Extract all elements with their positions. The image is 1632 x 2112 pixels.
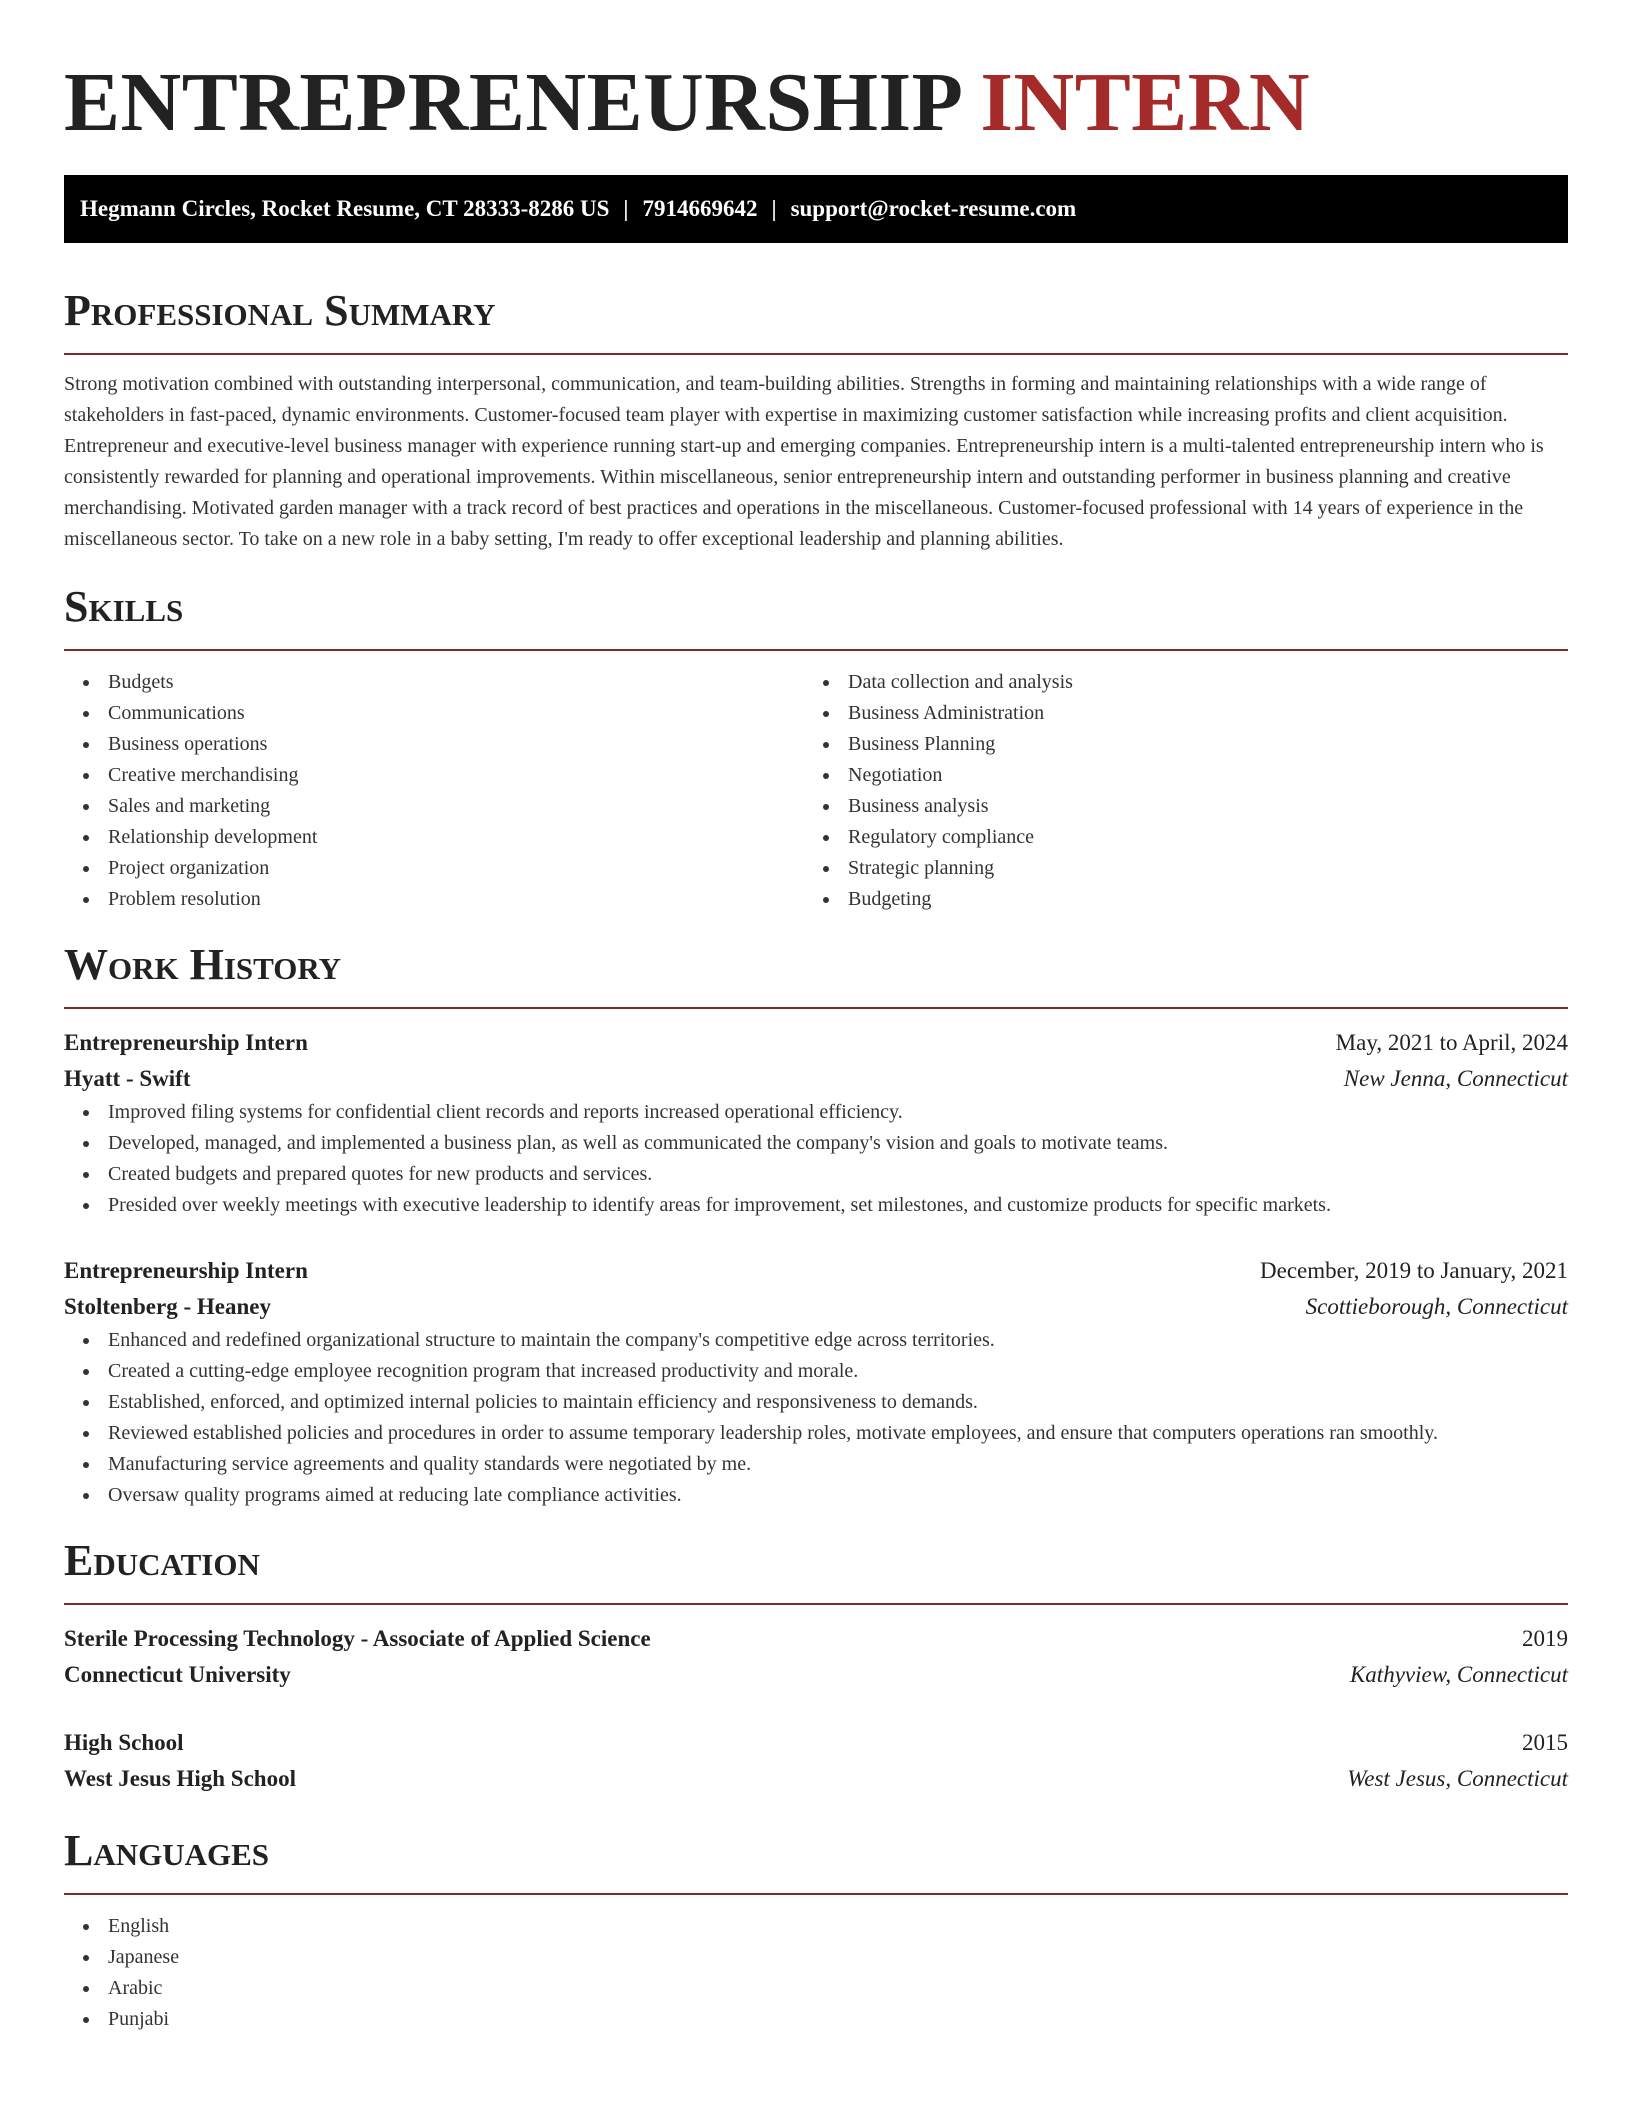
job-title: Entrepreneurship Intern: [64, 1030, 308, 1055]
skills-list-left: [64, 667, 804, 915]
education-degree-row: [64, 1621, 1568, 1657]
education-school-row: [64, 1761, 1568, 1797]
education-entry: [64, 1621, 1568, 1693]
education-entry: [64, 1725, 1568, 1797]
name-accent: INTERN: [980, 56, 1311, 149]
section-title-skills: Skills: [64, 582, 184, 631]
skill-item: Creative merchandising: [64, 760, 804, 791]
job-bullet: Created a cutting-edge employee recognition program that increased productivity and morale.: [64, 1356, 1568, 1387]
skill-item: Budgeting: [804, 884, 1544, 915]
skill-item: Negotiation: [804, 760, 1544, 791]
job-location: Scottieborough, Connecticut: [1305, 1294, 1568, 1319]
section-divider: [64, 353, 1568, 355]
job-bullet: Manufacturing service agreements and quality standards were negotiated by me.: [64, 1449, 1568, 1480]
section-title-languages: Languages: [64, 1826, 270, 1875]
job-company-row: [64, 1289, 1568, 1325]
job-bullet: Developed, managed, and implemented a business plan, as well as communicated the company's vision and goals to motivate teams.: [64, 1128, 1568, 1159]
job-dates: December, 2019 to January, 2021: [1260, 1258, 1568, 1283]
job-bullet: Presided over weekly meetings with executive leadership to identify areas for improvement, set milestones, and customize products for specific markets.: [64, 1190, 1568, 1221]
job-location: New Jenna, Connecticut: [1343, 1066, 1568, 1091]
education-location: Kathyview, Connecticut: [1349, 1662, 1568, 1687]
education-year: 2019: [1522, 1626, 1568, 1651]
section-title-education: Education: [64, 1536, 260, 1585]
contact-bar: [64, 175, 1568, 243]
summary-text: Strong motivation combined with outstanding interpersonal, communication, and team-building abilities. Strengths in forming and maintaining relationships with a wide range of stakeholders in fast-paced, dynamic environments. Customer-focused team player with expertise in maximizing customer satisfaction while increasing profits and client acquisition. Entrepreneur and executive-level business manager with experience running start-up and emerging companies. Entrepreneurship intern is a multi-talented entrepreneurship intern who is consistently rewarded for planning and operational improvements. Within miscellaneous, senior entrepreneurship intern and outstanding performer in business planning and creative merchandising. Motivated garden manager with a track record of best practices and operations in the miscellaneous. Customer-focused professional with 14 years of experience in the miscellaneous sector. To take on a new role in a baby setting, I'm ready to offer exceptional leadership and planning abilities.: [64, 373, 1544, 550]
skills-list-right: [804, 667, 1544, 915]
skill-item: Data collection and analysis: [804, 667, 1544, 698]
education-school: West Jesus High School: [64, 1766, 296, 1791]
skill-item: Business analysis: [804, 791, 1544, 822]
education-year: 2015: [1522, 1730, 1568, 1755]
language-item: Japanese: [64, 1942, 1568, 1973]
section-divider: [64, 1893, 1568, 1895]
skill-item: Business Planning: [804, 729, 1544, 760]
job-bullet: Oversaw quality programs aimed at reducing late compliance activities.: [64, 1480, 1568, 1511]
contact-phone: 7914669642: [642, 196, 758, 221]
job-title: Entrepreneurship Intern: [64, 1258, 308, 1283]
job-bullets: [64, 1097, 1568, 1221]
education-section: [64, 1537, 1568, 1797]
contact-separator: |: [623, 196, 629, 221]
education-school-row: [64, 1657, 1568, 1693]
skill-item: Relationship development: [64, 822, 804, 853]
section-divider: [64, 1007, 1568, 1009]
education-location: West Jesus, Connecticut: [1347, 1766, 1568, 1791]
skill-item: Business operations: [64, 729, 804, 760]
job-entry: [64, 1253, 1568, 1511]
section-title-work-history: Work History: [64, 940, 342, 989]
section-divider: [64, 1603, 1568, 1605]
skill-item: Sales and marketing: [64, 791, 804, 822]
language-item: English: [64, 1911, 1568, 1942]
skill-item: Business Administration: [804, 698, 1544, 729]
skill-item: Strategic planning: [804, 853, 1544, 884]
skill-item: Project organization: [64, 853, 804, 884]
education-degree: Sterile Processing Technology - Associate of Applied Science: [64, 1626, 651, 1651]
skills-section: [64, 583, 1568, 915]
job-bullet: Reviewed established policies and procedures in order to assume temporary leadership roles, motivate employees, and ensure that computers operations ran smoothly.: [64, 1418, 1568, 1449]
skills-columns: [64, 667, 1568, 915]
languages-section: [64, 1827, 1568, 2035]
summary-section: [64, 287, 1568, 555]
contact-email: support@rocket-resume.com: [790, 196, 1077, 221]
skill-item: Regulatory compliance: [804, 822, 1544, 853]
language-item: Punjabi: [64, 2004, 1568, 2035]
section-title-summary: Professional Summary: [64, 286, 496, 335]
education-degree-row: [64, 1725, 1568, 1761]
job-company: Stoltenberg - Heaney: [64, 1294, 271, 1319]
resume-name: [64, 56, 1568, 149]
section-divider: [64, 649, 1568, 651]
job-header-row: [64, 1253, 1568, 1289]
work-history-section: [64, 941, 1568, 1511]
skill-item: Budgets: [64, 667, 804, 698]
job-entry: [64, 1025, 1568, 1221]
languages-list: [64, 1911, 1568, 2035]
job-bullets: [64, 1325, 1568, 1511]
skill-item: Communications: [64, 698, 804, 729]
skill-item: Problem resolution: [64, 884, 804, 915]
job-bullet: Improved filing systems for confidential client records and reports increased operational efficiency.: [64, 1097, 1568, 1128]
job-company: Hyatt - Swift: [64, 1066, 191, 1091]
contact-address: Hegmann Circles, Rocket Resume, CT 28333-8286 US: [80, 196, 610, 221]
contact-separator: |: [771, 196, 777, 221]
job-bullet: Enhanced and redefined organizational structure to maintain the company's competitive edge across territories.: [64, 1325, 1568, 1356]
name-primary: ENTREPRENEURSHIP: [64, 56, 959, 149]
job-dates: May, 2021 to April, 2024: [1335, 1030, 1568, 1055]
job-company-row: [64, 1061, 1568, 1097]
job-bullet: Created budgets and prepared quotes for new products and services.: [64, 1159, 1568, 1190]
education-degree: High School: [64, 1730, 184, 1755]
job-header-row: [64, 1025, 1568, 1061]
education-school: Connecticut University: [64, 1662, 291, 1687]
language-item: Arabic: [64, 1973, 1568, 2004]
job-bullet: Established, enforced, and optimized internal policies to maintain efficiency and responsiveness to demands.: [64, 1387, 1568, 1418]
